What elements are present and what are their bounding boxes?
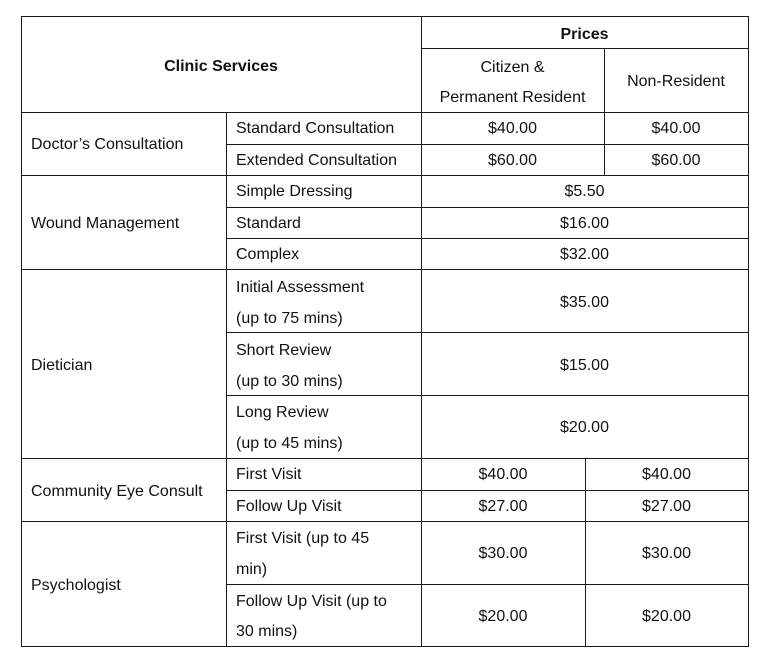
service-extended-consultation: Extended Consultation bbox=[236, 152, 397, 169]
service-follow-up-visit: Follow Up Visit (up to bbox=[236, 593, 387, 610]
price-citizen: $27.00 bbox=[478, 498, 528, 515]
price: $5.50 bbox=[564, 183, 605, 200]
price-citizen: $20.00 bbox=[478, 608, 528, 625]
price-non-resident: $30.00 bbox=[642, 545, 691, 562]
rule bbox=[748, 16, 749, 647]
citizen-header-line2: Permanent Resident bbox=[439, 89, 586, 106]
service-standard-consultation: Standard Consultation bbox=[236, 120, 395, 137]
price: $35.00 bbox=[560, 294, 609, 311]
category-eye: Community Eye Consult bbox=[31, 483, 203, 500]
category-dietician: Dietician bbox=[31, 357, 93, 374]
service-first-visit: First Visit bbox=[236, 466, 302, 483]
service-duration: (up to 75 mins) bbox=[236, 310, 343, 327]
price: $15.00 bbox=[560, 357, 609, 374]
rule bbox=[226, 584, 749, 585]
rule bbox=[21, 16, 749, 17]
non-resident-header: Non-Resident bbox=[627, 73, 725, 90]
price: $16.00 bbox=[560, 215, 609, 232]
service-long-review: Long Review bbox=[236, 404, 329, 421]
price-citizen: $30.00 bbox=[478, 545, 528, 562]
price-citizen: $40.00 bbox=[488, 120, 537, 137]
rule bbox=[226, 112, 227, 647]
service-initial-assessment: Initial Assessment bbox=[236, 279, 365, 296]
service-complex: Complex bbox=[236, 246, 300, 263]
service-duration: min) bbox=[236, 561, 268, 578]
service-simple-dressing: Simple Dressing bbox=[236, 183, 353, 200]
service-short-review: Short Review bbox=[236, 342, 332, 359]
service-standard: Standard bbox=[236, 215, 301, 232]
price: $32.00 bbox=[560, 246, 609, 263]
rule bbox=[21, 646, 749, 647]
service-duration: (up to 30 mins) bbox=[236, 373, 343, 390]
price-non-resident: $27.00 bbox=[642, 498, 691, 515]
price: $20.00 bbox=[560, 419, 609, 436]
prices-header: Prices bbox=[560, 26, 609, 43]
service-follow-up-visit: Follow Up Visit bbox=[236, 498, 342, 515]
price-citizen: $60.00 bbox=[488, 152, 537, 169]
service-first-visit: First Visit (up to 45 bbox=[236, 530, 370, 547]
price-non-resident: $60.00 bbox=[651, 152, 701, 169]
price-non-resident: $20.00 bbox=[642, 608, 691, 625]
rule bbox=[21, 16, 22, 647]
price-non-resident: $40.00 bbox=[651, 120, 701, 137]
service-duration: 30 mins) bbox=[236, 623, 298, 640]
price-citizen: $40.00 bbox=[478, 466, 528, 483]
category-wound: Wound Management bbox=[31, 215, 180, 232]
category-psychologist: Psychologist bbox=[31, 577, 121, 594]
citizen-header-line1: Citizen & bbox=[480, 59, 545, 76]
clinic-services-header: Clinic Services bbox=[164, 58, 278, 75]
price-non-resident: $40.00 bbox=[642, 466, 691, 483]
service-duration: (up to 45 mins) bbox=[236, 435, 343, 452]
category-doctor: Doctor’s Consultation bbox=[31, 136, 184, 153]
